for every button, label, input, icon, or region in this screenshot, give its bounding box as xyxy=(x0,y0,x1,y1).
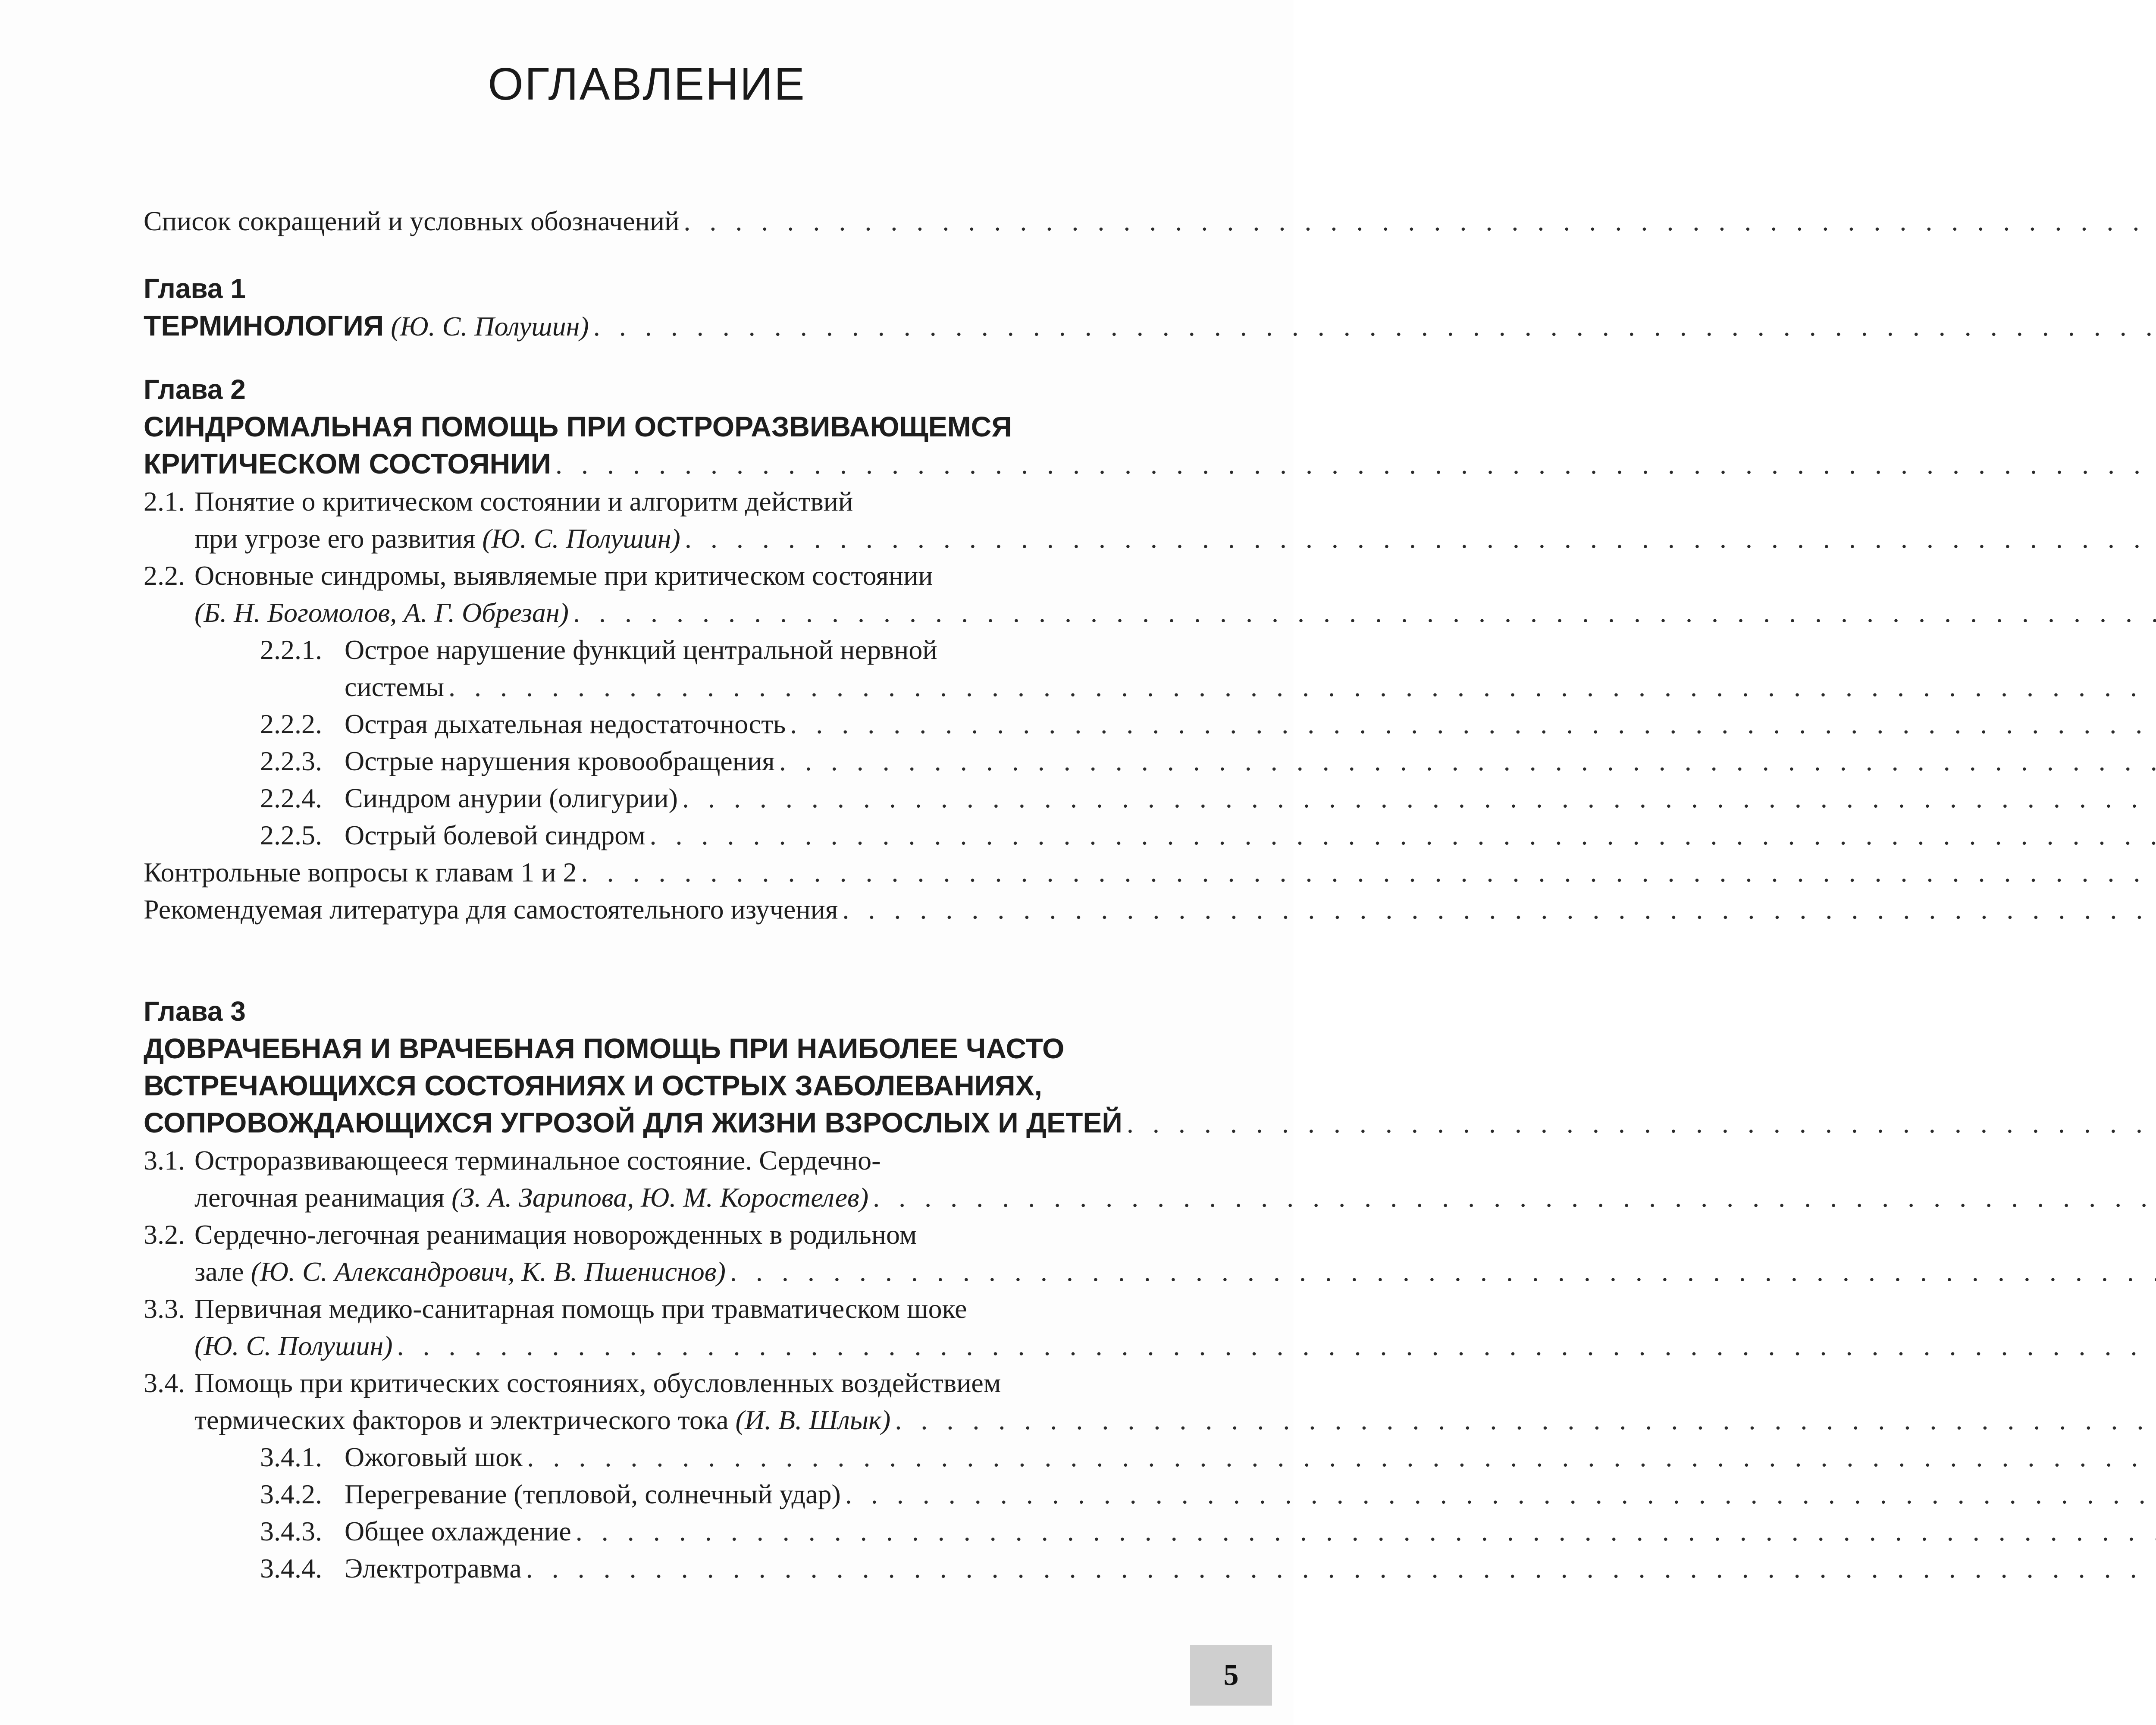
page-title: ОГЛАВЛЕНИЕ xyxy=(488,59,806,110)
toc-entry-3-1 xyxy=(144,1142,1127,1216)
dot-leader xyxy=(1127,1105,2156,1142)
dot-leader xyxy=(576,1513,2156,1550)
entry-text: Перегревание (тепловой, солнечный удар) xyxy=(345,1479,841,1509)
entry-text: Острые нарушения кровообращения xyxy=(345,746,775,776)
entry-text: Синдром анурии (олигурии) xyxy=(345,783,678,813)
toc-entry-3-4 xyxy=(144,1364,1127,1439)
entry-author: (Б. Н. Богомолов, А. Г. Обрезан) xyxy=(194,597,569,628)
section-number: 3.4.4. xyxy=(260,1553,322,1584)
section-number: 3.4.1. xyxy=(260,1442,322,1472)
toc-entry-questions xyxy=(144,854,1127,891)
entry-author: (Ю. С. Полушин) xyxy=(194,1330,393,1361)
entry-text: Помощь при критических состояниях, обусловленных воздействием xyxy=(194,1367,1001,1398)
dot-leader xyxy=(842,891,2156,928)
entry-text-cont: легочная реанимация xyxy=(194,1182,445,1213)
section-number: 2.2.4. xyxy=(260,783,322,813)
chapter-3-title-line-3: СОПРОВОЖДАЮЩИХСЯ УГРОЗОЙ ДЛЯ ЖИЗНИ ВЗРОСЛЫХ И ДЕТЕЙ xyxy=(144,1107,1122,1138)
entry-text: Острая дыхательная недостаточность xyxy=(345,709,786,739)
toc-entry-3-4-4 xyxy=(144,1550,1127,1587)
chapter-2-label: Глава 2 xyxy=(144,374,246,405)
entry-text: Сердечно-легочная реанимация новорожденных в родильном xyxy=(194,1219,917,1250)
page-number: 5 xyxy=(1190,1645,1272,1706)
entry-text-cont: при угрозе его развития xyxy=(194,523,476,554)
dot-leader xyxy=(845,1476,2156,1513)
dot-leader xyxy=(730,1253,2156,1290)
toc-entry-2-2-3 xyxy=(144,743,1127,780)
toc-entry-2-1 xyxy=(144,483,1127,557)
toc-entry-literature xyxy=(144,891,1127,928)
section-number: 3.4.3. xyxy=(260,1516,322,1546)
table-of-contents xyxy=(144,203,1127,1587)
dot-leader xyxy=(779,743,2156,780)
entry-text: Рекомендуемая литература для самостоятельного изучения xyxy=(144,894,838,925)
chapter-2-title-line-1: СИНДРОМАЛЬНАЯ ПОМОЩЬ ПРИ ОСТРОРАЗВИВАЮЩЕМСЯ xyxy=(144,411,1012,442)
entry-author: (Ю. С. Полушин) xyxy=(482,523,680,554)
toc-entry-3-4-1 xyxy=(144,1439,1127,1476)
dot-leader xyxy=(527,1439,2156,1476)
entry-text: Острое нарушение функций центральной нервной xyxy=(345,634,937,665)
dot-leader xyxy=(895,1402,2156,1439)
dot-leader xyxy=(448,668,2156,706)
dot-leader xyxy=(685,520,2156,557)
dot-leader xyxy=(581,854,2156,891)
chapter-2-title-row xyxy=(144,445,1127,483)
entry-text: Острый болевой синдром xyxy=(345,820,646,850)
entry-text: Основные синдромы, выявляемые при критическом состоянии xyxy=(194,560,933,591)
toc-entry-3-4-2 xyxy=(144,1476,1127,1513)
toc-entry-3-2 xyxy=(144,1216,1127,1290)
chapter-3-label: Глава 3 xyxy=(144,996,246,1027)
toc-entry-3-3 xyxy=(144,1290,1127,1364)
entry-author: (Ю. С. Александрович, К. В. Пшениснов) xyxy=(251,1256,726,1287)
entry-text: Контрольные вопросы к главам 1 и 2 xyxy=(144,857,577,888)
dot-leader xyxy=(593,308,2156,345)
section-number: 3.1. xyxy=(144,1145,185,1176)
section-number: 3.4. xyxy=(144,1367,185,1398)
section-number: 2.1. xyxy=(144,486,185,517)
dot-leader xyxy=(526,1550,2156,1587)
chapter-2-title-line-2: КРИТИЧЕСКОМ СОСТОЯНИИ xyxy=(144,448,551,480)
toc-entry-2-2-5 xyxy=(144,817,1127,854)
section-number: 3.3. xyxy=(144,1293,185,1324)
chapter-1-title: ТЕРМИНОЛОГИЯ xyxy=(144,310,384,342)
chapter-1-author: (Ю. С. Полушин) xyxy=(391,311,589,342)
toc-entry-abbreviations xyxy=(144,203,1127,240)
section-number: 2.2.3. xyxy=(260,746,322,776)
dot-leader xyxy=(397,1327,2156,1364)
toc-entry-2-2-4 xyxy=(144,780,1127,817)
section-number: 2.2. xyxy=(144,560,185,591)
dot-leader xyxy=(573,594,2156,631)
entry-text: Остроразвивающееся терминальное состояние. Сердечно- xyxy=(194,1145,881,1176)
dot-leader xyxy=(649,817,2156,854)
chapter-3-title-row xyxy=(144,1104,1127,1142)
entry-text: Электротравма xyxy=(345,1553,522,1584)
entry-text: Список сокращений и условных обозначений xyxy=(144,206,680,236)
dot-leader xyxy=(683,203,2156,240)
entry-text: Ожоговый шок xyxy=(345,1442,523,1472)
section-number: 3.2. xyxy=(144,1219,185,1250)
entry-text-cont: термических факторов и электрического тока xyxy=(194,1405,729,1435)
section-number: 2.2.2. xyxy=(260,709,322,739)
section-number: 3.4.2. xyxy=(260,1479,322,1509)
chapter-3-title-line-2: ВСТРЕЧАЮЩИХСЯ СОСТОЯНИЯХ И ОСТРЫХ ЗАБОЛЕВАНИЯХ, xyxy=(144,1070,1042,1101)
dot-leader xyxy=(873,1179,2156,1216)
entry-text: Общее охлаждение xyxy=(345,1516,571,1546)
entry-author: (И. В. Шлык) xyxy=(735,1405,891,1435)
entry-text: Первичная медико-санитарная помощь при травматическом шоке xyxy=(194,1293,967,1324)
chapter-1-label: Глава 1 xyxy=(144,273,246,304)
section-number: 2.2.5. xyxy=(260,820,322,850)
toc-entry-2-2-2 xyxy=(144,706,1127,743)
toc-entry-3-4-3 xyxy=(144,1513,1127,1550)
entry-author: (З. А. Зарипова, Ю. М. Коростелев) xyxy=(451,1182,869,1213)
dot-leader xyxy=(682,780,2156,817)
chapter-1-title-row xyxy=(144,307,1127,345)
entry-text-cont: системы xyxy=(345,671,444,702)
entry-text: Понятие о критическом состоянии и алгоритм действий xyxy=(194,486,853,517)
chapter-3-title-line-1: ДОВРАЧЕБНАЯ И ВРАЧЕБНАЯ ПОМОЩЬ ПРИ НАИБОЛЕЕ ЧАСТО xyxy=(144,1032,1065,1064)
toc-entry-2-2-1 xyxy=(144,631,1127,706)
entry-text-cont: зале xyxy=(194,1256,244,1287)
section-number: 2.2.1. xyxy=(260,634,322,665)
dot-leader xyxy=(790,706,2156,743)
dot-leader xyxy=(555,446,2156,483)
toc-entry-2-2 xyxy=(144,557,1127,631)
